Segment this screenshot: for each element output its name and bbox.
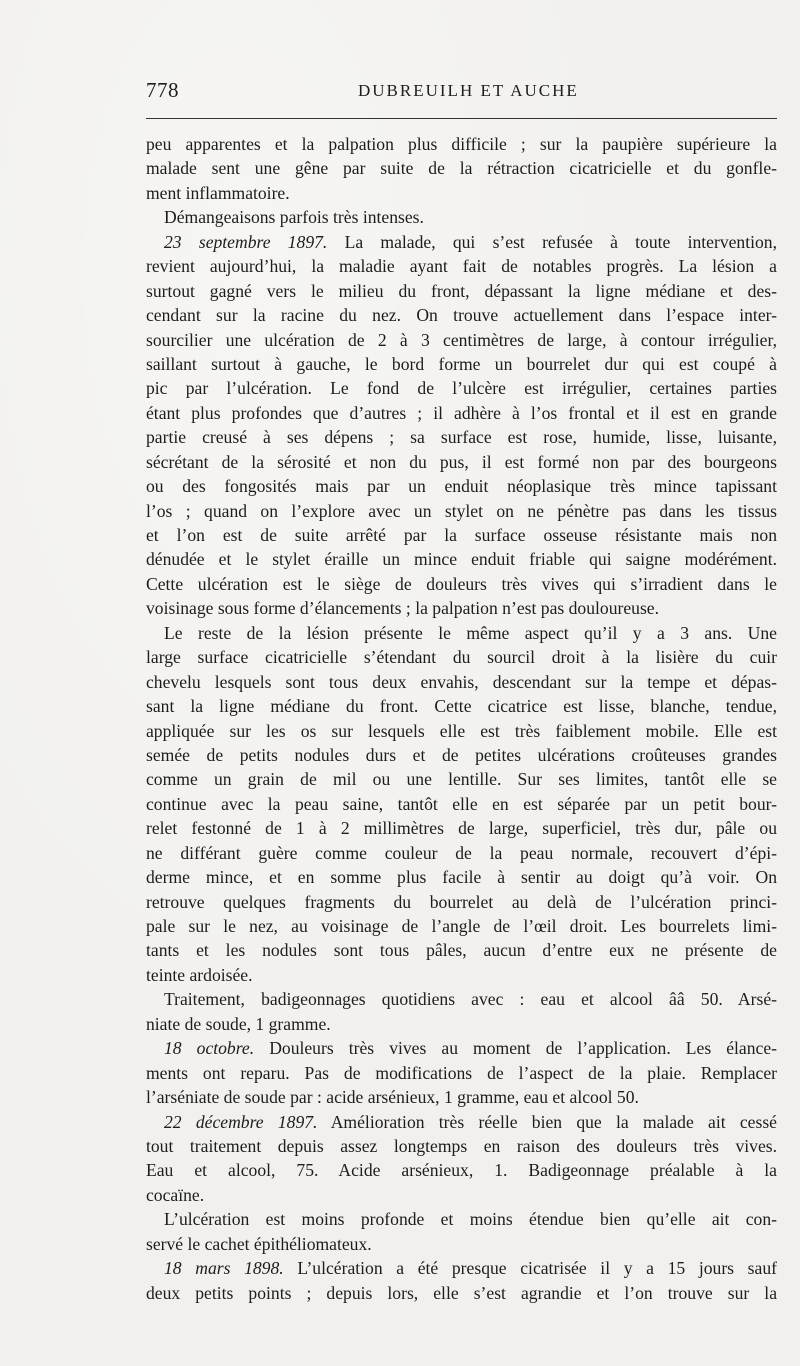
- line-text: ou des fongosités mais par un enduit néoplasique très mince tapissant: [146, 476, 777, 497]
- line-text: pale sur le nez, au voisinage de l’angle de l’œil droit. Les bourrelets limi-: [146, 916, 777, 936]
- text-line: [146, 352, 777, 376]
- line-text: partie creusé à ses dépens ; sa surface est rose, humide, lisse, luisante,: [146, 427, 777, 448]
- line-text: chevelu lesquels sont tous deux envahis, descendant sur la tempe et dépas-: [146, 671, 777, 692]
- text-line: [146, 1134, 777, 1158]
- text-line: [146, 279, 777, 303]
- text-line: [146, 767, 777, 791]
- line-text: tout traitement depuis assez longtemps en raison des douleurs très vives.: [146, 1135, 777, 1156]
- line-text: L’ulcération est moins profonde et moins étendue bien qu’elle ait con-: [164, 1209, 777, 1230]
- text-line: [146, 181, 777, 205]
- page-number: 778: [146, 78, 179, 102]
- text-line: [146, 938, 777, 962]
- line-text: retrouve quelques fragments du bourrelet au delà de l’ulcération princi-: [146, 891, 777, 912]
- line-text: tants et les nodules sont tous pâles, aucun d’entre eux ne présente de: [146, 940, 777, 961]
- line-text: continue avec la peau saine, tantôt elle en est séparée par un petit bour-: [146, 793, 777, 814]
- text-line: [146, 1232, 777, 1256]
- line-text: sant la ligne médiane du front. Cette cicatrice est lisse, blanche, tendue,: [146, 696, 777, 717]
- line-text: saillant surtout à gauche, le bord forme un bourrelet dur qui est coupé à: [146, 353, 777, 374]
- line-text: appliquée sur les os sur lesquels elle est très faiblement mobile. Elle est: [146, 720, 777, 741]
- entry-date: 23 septembre 1897.: [164, 231, 328, 252]
- line-text: L’ulcération a été presque cicatrisée il y a 15 jours sauf: [283, 1258, 777, 1279]
- line-text: peu apparentes et la palpation plus difficile ; sur la paupière supérieure la: [146, 134, 777, 154]
- text-line: [146, 1110, 777, 1134]
- text-line: [146, 1281, 777, 1305]
- text-line: [146, 1158, 777, 1182]
- text-line: [146, 670, 777, 694]
- page-header: [146, 78, 777, 106]
- line-text: étant plus profondes que d’autres ; il adhère à l’os frontal et il est en grande: [146, 402, 777, 423]
- text-line: [146, 1183, 777, 1207]
- text-line: [146, 523, 777, 547]
- text-line: [146, 499, 777, 523]
- text-line: [146, 474, 777, 498]
- text-line: [146, 890, 777, 914]
- line-text: deux petits points ; depuis lors, elle s’est agrandie et l’on trouve sur la: [146, 1282, 777, 1303]
- line-text: dénudée et le stylet éraille un mince enduit friable qui saigne modérément.: [146, 549, 777, 570]
- text-line: [146, 621, 777, 645]
- line-text: Amélioration très réelle bien que la malade ait cessé: [317, 1111, 777, 1132]
- line-text: relet festonné de 1 à 2 millimètres de large, superficiel, très dur, pâle ou: [146, 818, 777, 839]
- line-text: ment inflammatoire.: [146, 182, 290, 203]
- line-text: ments ont reparu. Pas de modifications de l’aspect de la plaie. Remplacer: [146, 1062, 777, 1083]
- text-line: [146, 401, 777, 425]
- line-text: comme un grain de mil ou une lentille. Sur ses limites, tantôt elle se: [146, 769, 777, 790]
- line-text: surtout gagné vers le milieu du front, dépassant la ligne médiane et des-: [146, 280, 777, 301]
- text-line: [146, 743, 777, 767]
- line-text: pic par l’ulcération. Le fond de l’ulcère est irrégulier, certaines parties: [146, 378, 777, 399]
- line-text: large surface cicatricielle s’étendant du sourcil droit à la lisière du cuir: [146, 647, 777, 668]
- text-line: [146, 1012, 777, 1036]
- text-line: [146, 914, 777, 938]
- line-text: l’arséniate de soude par : acide arsénieux, 1 gramme, eau et alcool 50.: [146, 1087, 639, 1108]
- line-text: Démangeaisons parfois très intenses.: [164, 207, 424, 228]
- text-line: [146, 694, 777, 718]
- line-text: voisinage sous forme d’élancements ; la palpation n’est pas douloureuse.: [146, 598, 660, 619]
- text-line: [146, 963, 777, 987]
- line-text: Douleurs très vives au moment de l’application. Les élance-: [254, 1038, 777, 1059]
- line-text: Cette ulcération est le siège de douleurs très vives qui s’irradient dans le: [146, 573, 777, 594]
- text-line: [146, 547, 777, 571]
- text-line: [146, 230, 777, 254]
- line-text: ne différant guère comme couleur de la peau normale, recouvert d’épi-: [146, 842, 777, 863]
- line-text: Traitement, badigeonnages quotidiens avec : eau et alcool ââ 50. Arsé-: [164, 989, 777, 1010]
- line-text: revient aujourd’hui, la maladie ayant fait de notables progrès. La lésion a: [146, 256, 777, 277]
- line-text: cocaïne.: [146, 1184, 205, 1205]
- text-line: [146, 865, 777, 889]
- text-line: [146, 719, 777, 743]
- line-text: servé le cachet épithéliomateux.: [146, 1233, 372, 1254]
- text-line: [146, 1036, 777, 1060]
- text-line: [146, 1085, 777, 1109]
- text-line: [146, 303, 777, 327]
- text-line: [146, 792, 777, 816]
- running-head: DUBREUILH ET AUCHE: [358, 81, 579, 100]
- text-line: [146, 205, 777, 229]
- line-text: La malade, qui s’est refusée à toute intervention,: [327, 231, 778, 252]
- text-line: [146, 841, 777, 865]
- entry-date: 18 octobre.: [164, 1038, 255, 1059]
- text-line: [146, 572, 777, 596]
- line-text: Le reste de la lésion présente le même aspect qu’il y a 3 ans. Une: [164, 622, 777, 643]
- line-text: et l’on est de suite arrêté par la surface osseuse résistante mais non: [146, 525, 777, 545]
- line-text: sécrétant de la sérosité et non du pus, il est formé non par des bourgeons: [146, 451, 777, 472]
- line-text: Eau et alcool, 75. Acide arsénieux, 1. Badigeonnage préalable à la: [146, 1160, 777, 1181]
- line-text: sourcilier une ulcération de 2 à 3 centimètres de large, à contour irrégulier,: [146, 329, 777, 350]
- text-line: [146, 596, 777, 620]
- text-line: [146, 1207, 777, 1231]
- body-text: [146, 132, 777, 1305]
- text-line: [146, 987, 777, 1011]
- entry-date: 22 décembre 1897.: [164, 1111, 318, 1132]
- text-line: [146, 328, 777, 352]
- line-text: l’os ; quand on l’explore avec un stylet on ne pénètre pas dans les tissus: [146, 500, 777, 521]
- text-line: [146, 254, 777, 278]
- entry-date: 18 mars 1898.: [164, 1258, 284, 1279]
- text-line: [146, 645, 777, 669]
- text-line: [146, 816, 777, 840]
- text-line: [146, 1256, 777, 1280]
- text-line: [146, 132, 777, 156]
- text-line: [146, 425, 777, 449]
- line-text: teinte ardoisée.: [146, 964, 253, 985]
- header-rule: [146, 118, 777, 119]
- line-text: malade sent une gêne par suite de la rétraction cicatricielle et du gonfle-: [146, 158, 777, 179]
- text-line: [146, 1061, 777, 1085]
- line-text: cendant sur la racine du nez. On trouve actuellement dans l’espace inter-: [146, 305, 777, 326]
- line-text: derme mince, et en somme plus facile à sentir au doigt qu’à voir. On: [146, 867, 777, 888]
- text-line: [146, 376, 777, 400]
- text-line: [146, 450, 777, 474]
- line-text: niate de soude, 1 gramme.: [146, 1013, 331, 1034]
- text-line: [146, 156, 777, 180]
- line-text: semée de petits nodules durs et de petites ulcérations croûteuses grandes: [146, 744, 777, 765]
